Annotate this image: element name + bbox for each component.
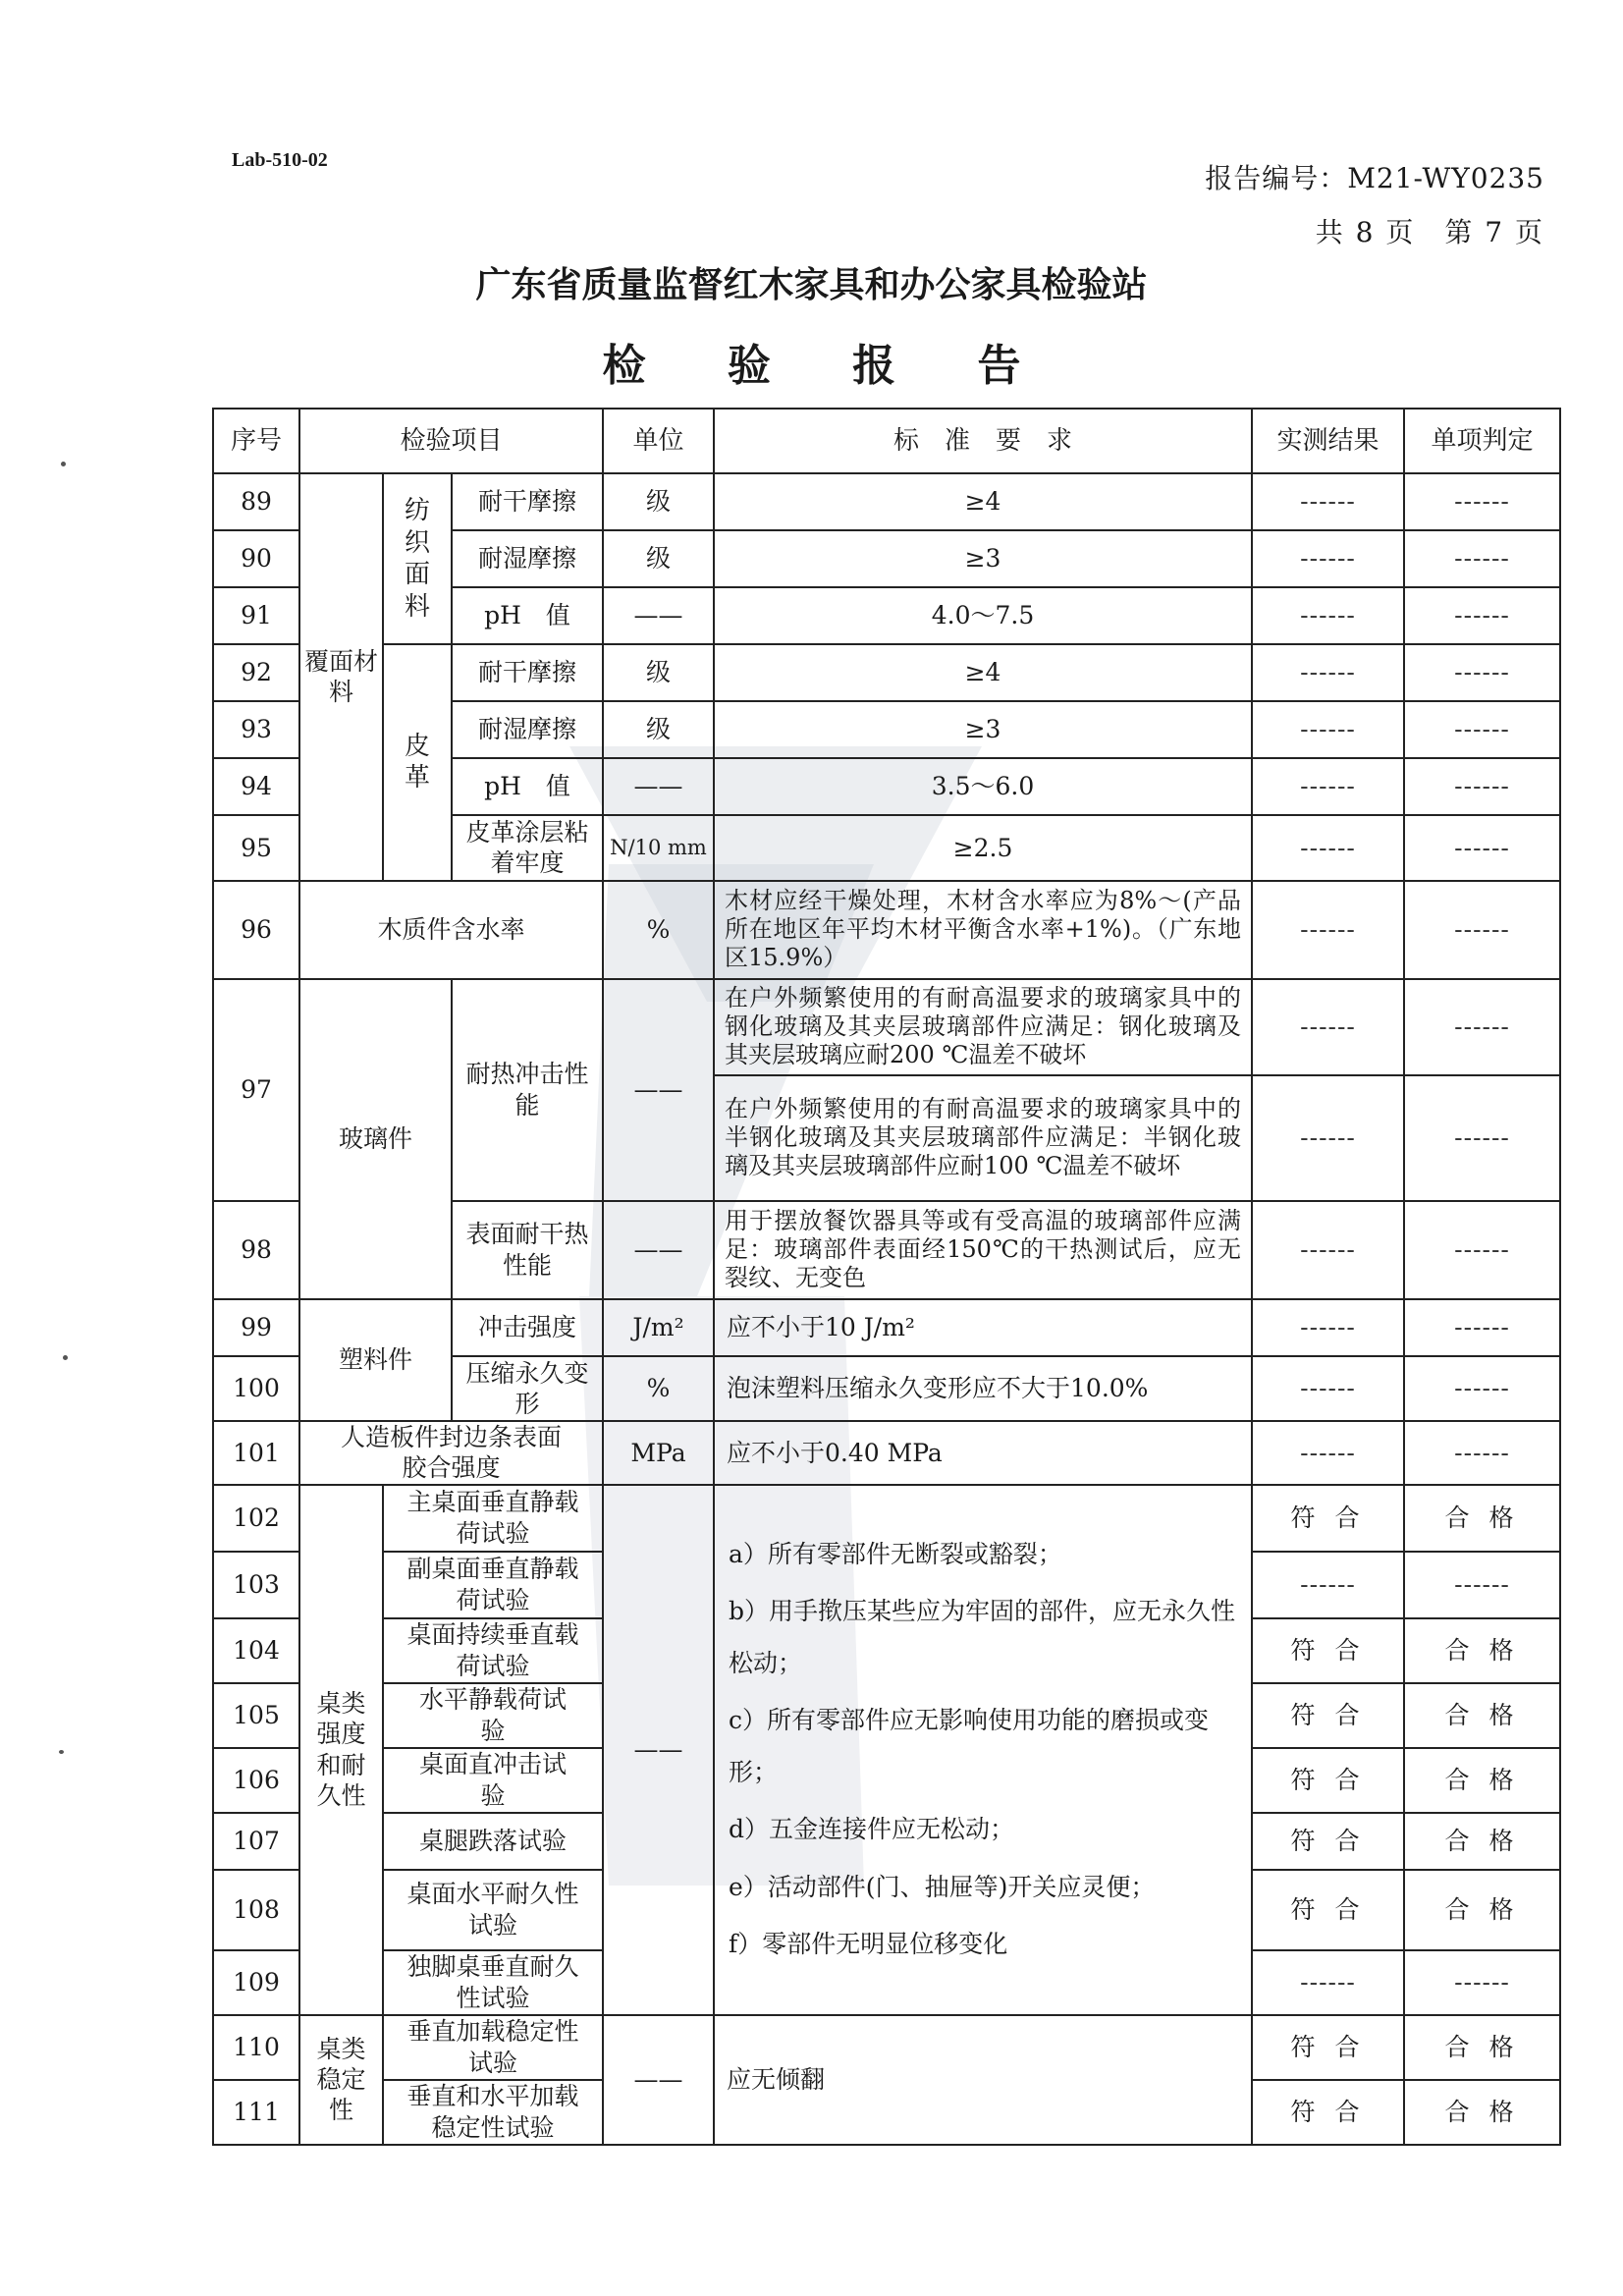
row-result: ------ [1252,1421,1404,1485]
row-unit: —— [603,2015,714,2145]
row-unit: MPa [603,1421,714,1485]
row-verdict: ------ [1404,881,1560,979]
row-no: 102 [213,1485,299,1552]
row-item: 桌面直冲击试验 [383,1748,603,1813]
row-no: 99 [213,1299,299,1356]
row-no: 108 [213,1870,299,1950]
col-header-no: 序号 [213,409,299,473]
row-no: 90 [213,530,299,587]
row-item: 表面耐干热性能 [452,1201,603,1299]
table-row [213,979,1560,1075]
row-standard: ≥4 [714,644,1252,701]
row-no: 107 [213,1813,299,1870]
row-standard: 应无倾翻 [714,2015,1252,2145]
row-unit: 级 [603,701,714,758]
lab-code: Lab-510-02 [232,149,328,171]
row-standard: 4.0～7.5 [714,587,1252,644]
row-no: 100 [213,1356,299,1422]
row-result: ------ [1252,701,1404,758]
row-standard: 3.5～6.0 [714,758,1252,815]
row-no: 104 [213,1618,299,1683]
col-header-unit: 单位 [603,409,714,473]
row-no: 89 [213,473,299,530]
col-header-item: 检验项目 [299,409,603,473]
inspection-table [212,408,1561,2146]
row-item: 皮革涂层粘着牢度 [452,815,603,881]
row-result: ------ [1252,530,1404,587]
row-verdict: ------ [1404,587,1560,644]
row-no: 101 [213,1421,299,1485]
row-item: 耐干摩擦 [452,473,603,530]
row-unit: 级 [603,644,714,701]
row-standard: ≥3 [714,701,1252,758]
row-no: 111 [213,2080,299,2145]
row-verdict: 合 格 [1404,1813,1560,1870]
row-verdict: 合 格 [1404,2080,1560,2145]
row-no: 110 [213,2015,299,2080]
report-number: 报告编号：M21-WY0235 [1205,162,1544,194]
row-result: 符 合 [1252,2080,1404,2145]
row-result: 符 合 [1252,1870,1404,1950]
row-verdict: 合 格 [1404,1618,1560,1683]
row-verdict: ------ [1404,530,1560,587]
row-standard: ≥4 [714,473,1252,530]
row-result: 符 合 [1252,1813,1404,1870]
row-verdict: ------ [1404,1356,1560,1422]
row-item: 副桌面垂直静载荷试验 [383,1552,603,1618]
row-result: ------ [1252,644,1404,701]
row-verdict: 合 格 [1404,1870,1560,1950]
row-no: 96 [213,881,299,979]
row-item: 压缩永久变形 [452,1356,603,1422]
row-standard: ≥3 [714,530,1252,587]
row-verdict: ------ [1404,701,1560,758]
row-result: ------ [1252,815,1404,881]
table-header-row [213,409,1560,473]
row-unit: 级 [603,530,714,587]
row-no: 97 [213,979,299,1201]
row-result: 符 合 [1252,1748,1404,1813]
table-row [213,473,1560,530]
row-verdict: ------ [1404,1552,1560,1618]
table-row [213,881,1560,979]
row-verdict: 合 格 [1404,1748,1560,1813]
row-verdict: ------ [1404,1299,1560,1356]
row-verdict: ------ [1404,473,1560,530]
row-item: 垂直加载稳定性试验 [383,2015,603,2080]
group-textile: 纺织面料 [383,473,452,644]
row-verdict: 合 格 [1404,2015,1560,2080]
row-unit: N/10 mm [603,815,714,881]
row-item: 水平静载荷试验 [383,1683,603,1748]
row-no: 103 [213,1552,299,1618]
row-result: 符 合 [1252,2015,1404,2080]
row-unit: —— [603,1201,714,1299]
row-verdict: ------ [1404,1421,1560,1485]
row-unit: % [603,881,714,979]
row-result: 符 合 [1252,1683,1404,1748]
row-unit: —— [603,1485,714,2015]
row-standard: 应不小于10 J/m² [714,1299,1252,1356]
table-row [213,644,1560,701]
standard-item: a）所有零部件无断裂或豁裂； [729,1539,1062,1568]
row-standard: 在户外频繁使用的有耐高温要求的玻璃家具中的钢化玻璃及其夹层玻璃部件应满足：钢化玻璃及其夹层玻璃应耐200 ℃温差不破坏 [714,979,1252,1075]
row-result: ------ [1252,1356,1404,1422]
row-result: ------ [1252,1201,1404,1299]
group-table-stability: 桌类稳定性 [299,2015,383,2145]
row-no: 94 [213,758,299,815]
col-header-verdict: 单项判定 [1404,409,1560,473]
row-item: 垂直和水平加载稳定性试验 [383,2080,603,2145]
row-result: ------ [1252,1950,1404,2015]
row-result: 符 合 [1252,1485,1404,1552]
row-item: 桌腿跌落试验 [383,1813,603,1870]
row-result: 符 合 [1252,1618,1404,1683]
row-item: 桌面水平耐久性试验 [383,1870,603,1950]
row-item: 耐湿摩擦 [452,701,603,758]
row-no: 98 [213,1201,299,1299]
scan-speck [59,1750,64,1754]
station-name: 广东省质量监督红木家具和办公家具检验站 [475,265,1148,305]
row-unit: J/m² [603,1299,714,1356]
row-unit: 级 [603,473,714,530]
row-no: 93 [213,701,299,758]
standard-item: e）活动部件(门、抽屉等)开关应灵便； [729,1872,1156,1901]
col-header-standard: 标 准 要 求 [714,409,1252,473]
strength-standard-list [714,1485,1252,2015]
group-plastic: 塑料件 [299,1299,452,1422]
row-unit: —— [603,587,714,644]
standard-item: d）五金连接件应无松动； [729,1815,1015,1843]
row-item: 耐热冲击性能 [452,979,603,1201]
row-standard: 用于摆放餐饮器具等或有受高温的玻璃部件应满足：玻璃部件表面经150℃的干热测试后，应无裂纹、无变色 [714,1201,1252,1299]
scan-speck [61,462,66,466]
row-no: 106 [213,1748,299,1813]
group-table-strength: 桌类强度和耐久性 [299,1485,383,2015]
row-standard: 应不小于0.40 MPa [714,1421,1252,1485]
row-standard: ≥2.5 [714,815,1252,881]
table-row [213,1485,1560,1552]
row-result: ------ [1252,1299,1404,1356]
row-item: 桌面持续垂直载荷试验 [383,1618,603,1683]
scan-speck [63,1355,68,1360]
row-verdict: ------ [1404,1201,1560,1299]
row-verdict: ------ [1404,758,1560,815]
row-verdict: 合 格 [1404,1683,1560,1748]
row-no: 91 [213,587,299,644]
row-result: ------ [1252,473,1404,530]
row-result: ------ [1252,1075,1404,1201]
row-standard: 泡沫塑料压缩永久变形应不大于10.0% [714,1356,1252,1422]
row-verdict: ------ [1404,644,1560,701]
row-verdict: ------ [1404,1075,1560,1201]
table-row [213,1299,1560,1356]
row-item: 主桌面垂直静载荷试验 [383,1485,603,1552]
row-result: ------ [1252,758,1404,815]
page-count: 共 8 页 第 7 页 [1315,216,1544,248]
standard-item: f）零部件无明显位移变化 [729,1930,1008,1958]
standard-item: b）用手揿压某些应为牢固的部件，应无永久性松动； [729,1597,1236,1677]
row-item: pH 值 [452,758,603,815]
row-item: 人造板件封边条表面胶合强度 [299,1421,603,1485]
row-item: 冲击强度 [452,1299,603,1356]
group-leather: 皮革 [383,644,452,881]
row-verdict: 合 格 [1404,1485,1560,1552]
row-unit: —— [603,979,714,1201]
row-item: 耐干摩擦 [452,644,603,701]
row-item: pH 值 [452,587,603,644]
row-standard: 木材应经干燥处理，木材含水率应为8%～(产品所在地区年平均木材平衡含水率+1%)。（广东地区15.9%） [714,881,1252,979]
row-unit: —— [603,758,714,815]
row-no: 95 [213,815,299,881]
group-glass: 玻璃件 [299,979,452,1299]
row-verdict: ------ [1404,1950,1560,2015]
row-verdict: ------ [1404,815,1560,881]
row-standard: 在户外频繁使用的有耐高温要求的玻璃家具中的半钢化玻璃及其夹层玻璃部件应满足：半钢化玻璃及其夹层玻璃部件应耐100 ℃温差不破坏 [714,1075,1252,1201]
table-row [213,1421,1560,1485]
row-item: 独脚桌垂直耐久性试验 [383,1950,603,2015]
row-result: ------ [1252,881,1404,979]
row-no: 105 [213,1683,299,1748]
standard-item: c）所有零部件应无影响使用功能的磨损或变形； [729,1706,1210,1786]
table-row [213,2015,1560,2080]
col-header-result: 实测结果 [1252,409,1404,473]
group-cover-material: 覆面材料 [299,473,383,881]
row-no: 109 [213,1950,299,2015]
row-result: ------ [1252,979,1404,1075]
row-verdict: ------ [1404,979,1560,1075]
row-result: ------ [1252,1552,1404,1618]
row-no: 92 [213,644,299,701]
row-result: ------ [1252,587,1404,644]
row-item: 木质件含水率 [299,881,603,979]
row-item: 耐湿摩擦 [452,530,603,587]
report-title: 检 验 报 告 [602,341,1055,391]
row-unit: % [603,1356,714,1422]
